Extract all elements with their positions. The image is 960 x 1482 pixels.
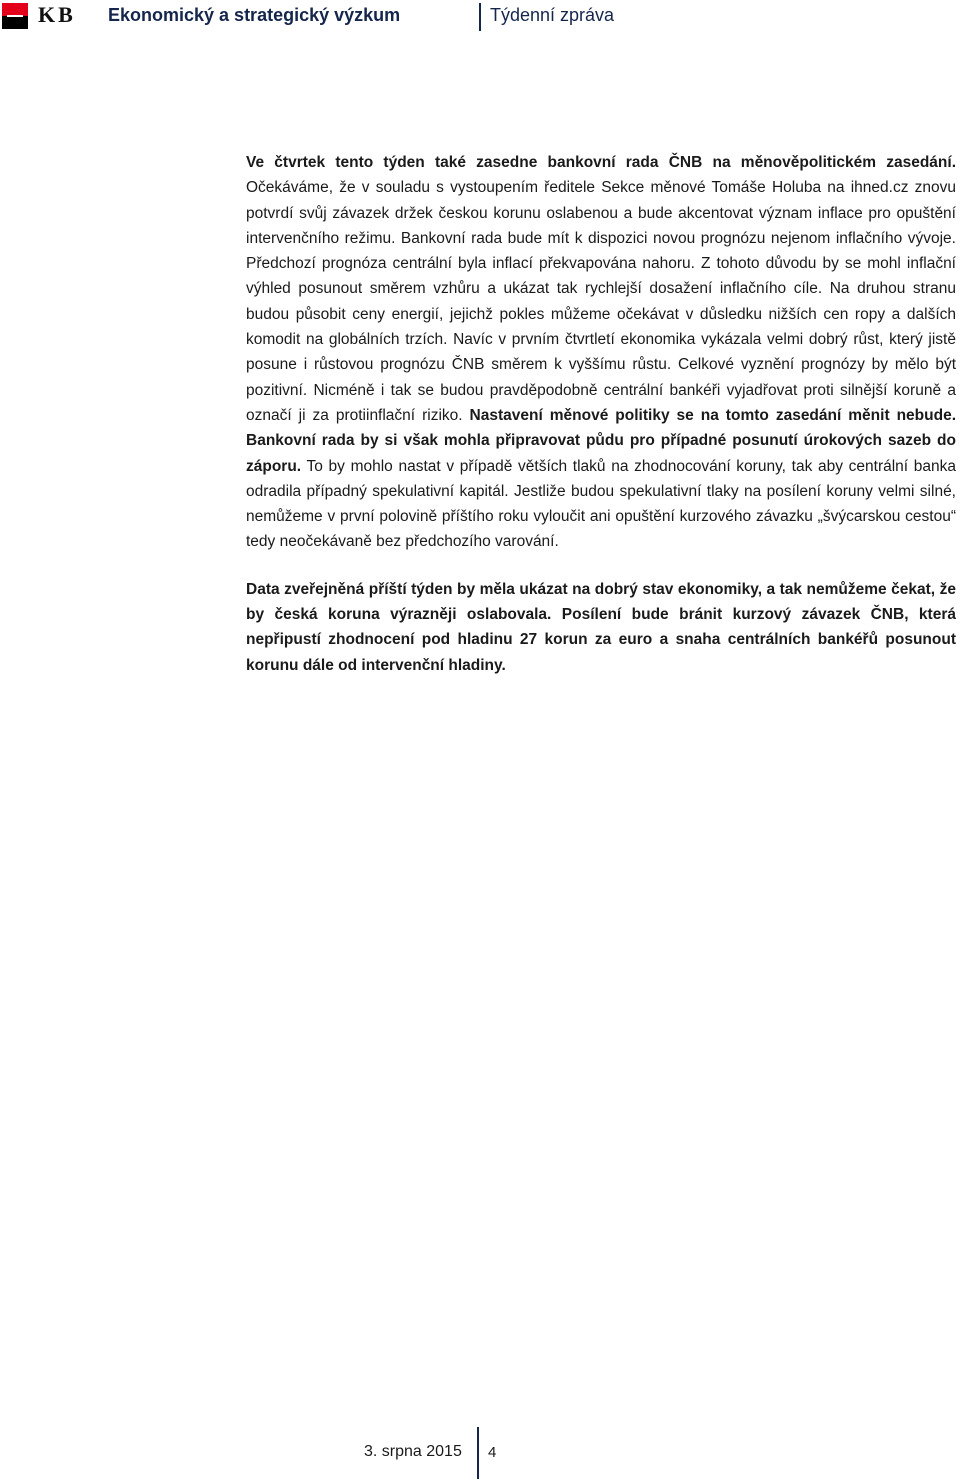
paragraph-lead-bold: Ve čtvrtek tento týden také zasedne bankovní rada ČNB na měnověpolitickém zasedání. xyxy=(246,154,956,171)
paragraph-key-bold: Nastavení měnové politiky se na tomto zasedání měnit nebude. Bankovní rada by si však mohla připravovat půdu pro případné posunutí úrokových sazeb do záporu. xyxy=(246,406,957,475)
footer-divider xyxy=(477,1427,479,1479)
kb-logo-mark-icon xyxy=(2,3,28,29)
page-number: 4 xyxy=(488,1444,497,1461)
article-body xyxy=(246,150,956,678)
paragraph-outlook-bold: Data zveřejněná příští týden by měla ukázat na dobrý stav ekonomiky, a tak nemůžeme čekat, že by česká koruna výrazněji oslabovala. Posílení bude bránit kurzový závazek ČNB, která nepřipustí zhodnocení pod hladinu 27 korun za euro a snaha centrálních bankéřů posunout korunu dále od intervenční hladiny. xyxy=(246,580,956,674)
paragraph-body-text: Očekáváme, že v souladu s vystoupením ředitele Sekce měnové Tomáše Holuba na ihned.cz znovu potvrdí svůj závazek držek českou korunu oslabenou a bude akcentovat význam inflace pro opuštění intervenčního režimu. Bankovní rada bude mít k dispozici novou prognózu nejenom inflačního vývoje. Předchozí prognóza centrální byla inflací překvapována nahoru. Z tohoto důvodu by se mohl inflační výhled posunout směrem vzhůru a ukázat tak rychlejší dosažení inflačního cíle. Na druhou stranu budou působit ceny energií, jejichž pokles můžeme očekávat v důsledku nižších cen ropy a dalších komodit na globálních trzích. Navíc v prvním čtvrtletí ekonomika vykázala velmi dobrý růst, který jistě posune i růstovou prognózu ČNB směrem k vyššímu růstu. Celkové vyznění prognózy by mělo být pozitivní. Nicméně i tak se budou pravděpodobně centrální bankéři vyjadřovat proti silnější koruně a označí ji za protiinflační riziko. xyxy=(246,179,956,424)
header-divider xyxy=(479,3,481,31)
kb-logo-text: KB xyxy=(38,2,76,27)
paragraph-cnb-meeting xyxy=(246,150,956,555)
footer-date: 3. srpna 2015 xyxy=(364,1443,462,1460)
header-subtitle: Týdenní zpráva xyxy=(490,5,615,25)
paragraph-outlook xyxy=(246,577,956,678)
header-title: Ekonomický a strategický výzkum xyxy=(108,5,401,25)
page-header xyxy=(0,0,960,34)
kb-logo xyxy=(2,3,94,29)
paragraph-body-text-2: To by mohlo nastat v případě větších tlaků na zhodnocování koruny, tak aby centrální banka odradila případný spekulativní kapitál. Jestliže budou spekulativní tlaky na posílení koruny velmi silné, nemůžeme v první polovině příštího roku vyloučit ani opuštění kurzového závazku „švýcarskou cestou“ tedy neočekávaně bez předchozího varování. xyxy=(246,457,956,551)
